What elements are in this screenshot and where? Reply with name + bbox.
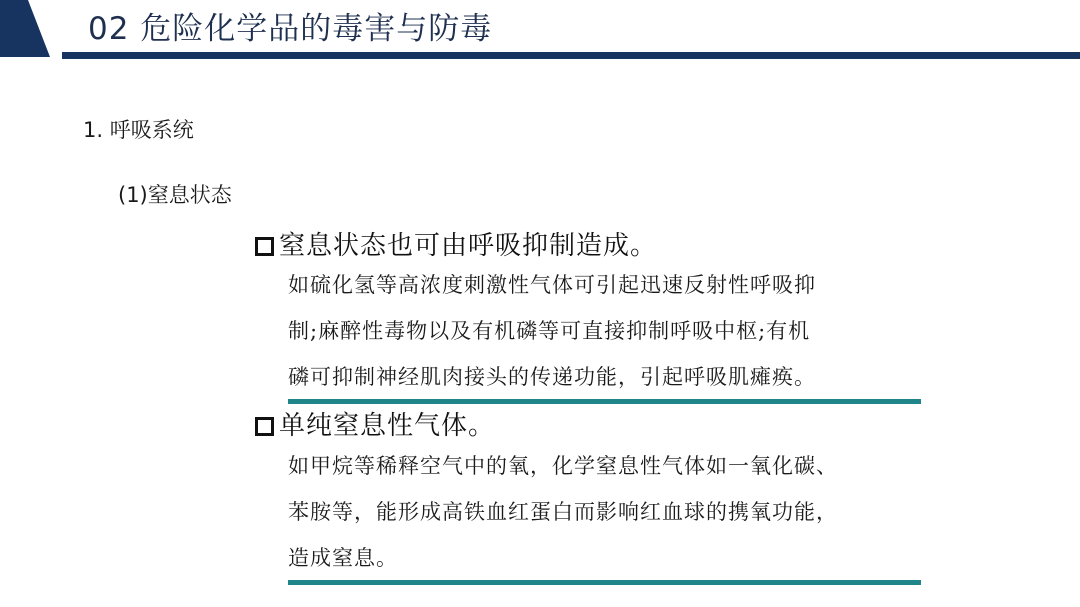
section-heading: 1. 呼吸系统	[83, 118, 194, 142]
paragraph-line: 苯胺等，能形成高铁血红蛋白而影响红血球的携氧功能，	[288, 500, 838, 524]
section-divider	[288, 399, 921, 404]
bullet-paragraph	[288, 262, 928, 400]
bullet-paragraph	[288, 443, 928, 581]
section-divider	[288, 580, 921, 585]
bullet-item	[255, 409, 495, 443]
subsection-heading: (1)窒息状态	[118, 183, 232, 207]
paragraph-line: 制;麻醉性毒物以及有机磷等可直接抑制呼吸中枢;有机	[288, 319, 811, 343]
bullet-title: 窒息状态也可由呼吸抑制造成。	[279, 231, 658, 261]
page-title: 02 危险化学品的毒害与防毒	[88, 11, 493, 47]
header-rule	[62, 52, 1080, 59]
paragraph-line: 如甲烷等稀释空气中的氧，化学窒息性气体如一氧化碳、	[288, 454, 838, 478]
paragraph-line: 造成窒息。	[288, 546, 398, 570]
header-corner-shape	[0, 0, 50, 60]
square-bullet-icon	[255, 417, 274, 436]
bullet-item	[255, 229, 657, 263]
bullet-title: 单纯窒息性气体。	[279, 411, 496, 441]
paragraph-line: 如硫化氢等高浓度刺激性气体可引起迅速反射性呼吸抑	[288, 273, 816, 297]
paragraph-line: 磷可抑制神经肌肉接头的传递功能，引起呼吸肌瘫痪。	[288, 365, 816, 389]
square-bullet-icon	[255, 237, 274, 256]
